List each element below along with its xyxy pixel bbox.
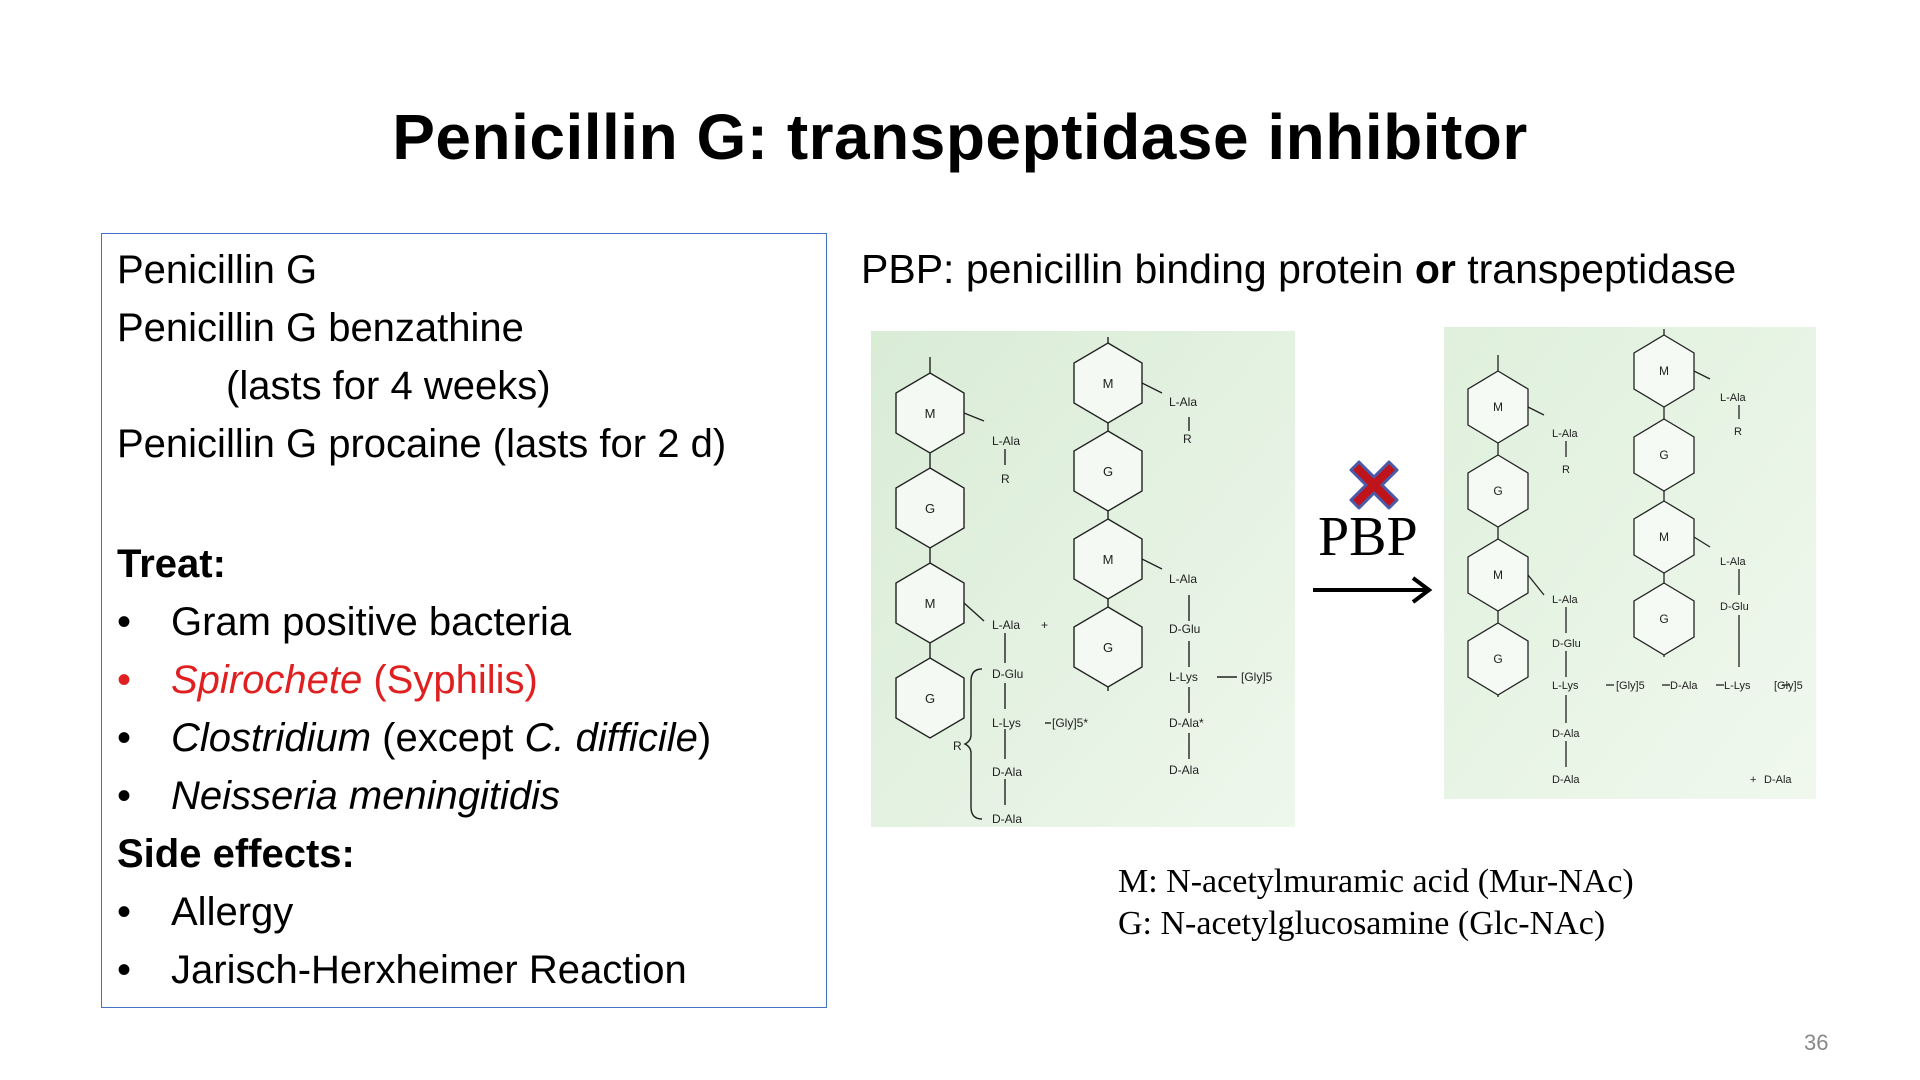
side-effect-1: Allergy: [171, 890, 294, 934]
d-ala-label: D-Ala: [1169, 763, 1200, 777]
peptidoglycan-after-panel: [1444, 327, 1816, 799]
side-effect-2: Jarisch-Herxheimer Reaction: [171, 948, 687, 992]
l-ala-label: L-Ala: [1552, 428, 1578, 440]
pbp-caption-or: or: [1414, 246, 1456, 292]
l-ala-label: L-Ala: [1169, 572, 1198, 586]
bullet-3: •: [117, 716, 132, 760]
l-ala-label: L-Ala: [992, 618, 1021, 632]
drug-line-3: (lasts for 4 weeks): [226, 364, 551, 408]
g-label: G: [1102, 640, 1114, 655]
d-ala-label: D-Ala: [1552, 728, 1580, 740]
treat-item-3-end: ): [697, 716, 712, 760]
m-label: M: [1102, 376, 1114, 391]
d-glu-label: D-Glu: [1720, 601, 1749, 613]
plus-label: +: [1750, 774, 1757, 786]
d-ala-label: D-Ala: [992, 765, 1023, 779]
page-number: 36: [1804, 1030, 1829, 1055]
l-lys-label: L-Lys: [1169, 670, 1198, 684]
l-ala-label: L-Ala: [1720, 392, 1746, 404]
d-glu-label: D-Glu: [1169, 622, 1201, 636]
treat-item-2: [171, 656, 538, 704]
drug-line-1: Penicillin G: [117, 248, 318, 292]
d-glu-label: D-Glu: [1552, 638, 1581, 650]
gly5-star-label: [Gly]5*: [1052, 716, 1089, 730]
pbp-caption-post: transpeptidase: [1455, 246, 1737, 292]
peptidoglycan-before-panel: [871, 331, 1295, 827]
gly5-label: [Gly]5: [1774, 680, 1803, 692]
treat-item-3: [171, 714, 711, 762]
g-label: G: [1659, 448, 1669, 462]
m-label: M: [1659, 530, 1669, 544]
r-label: R: [953, 739, 962, 753]
gly5-label: [Gly]5: [1616, 680, 1645, 692]
r-label: R: [1562, 464, 1570, 476]
legend-m: M: N-acetylmuramic acid (Mur-NAc): [1118, 863, 1634, 900]
slide-title: Penicillin G: transpeptidase inhibitor: [392, 101, 1528, 173]
bullet-4: •: [117, 774, 132, 818]
l-ala-label: L-Ala: [1552, 594, 1578, 606]
g-label: G: [1659, 612, 1669, 626]
treat-item-2-rest: (Syphilis): [362, 658, 538, 702]
m-label: M: [1102, 552, 1114, 567]
side-effects-heading: Side effects:: [117, 832, 355, 876]
g-label: G: [1493, 484, 1503, 498]
l-ala-label: L-Ala: [992, 434, 1021, 448]
bullet-6: •: [117, 948, 132, 992]
treat-item-4-italic: Neisseria meningitidis: [171, 774, 561, 818]
treat-item-1: Gram positive bacteria: [171, 600, 572, 644]
g-label: G: [1102, 464, 1114, 479]
pbp-arrow-label: PBP: [1318, 506, 1418, 568]
gly5-label: [Gly]5: [1241, 670, 1273, 684]
m-label: M: [1659, 364, 1669, 378]
pbp-caption-pre: PBP: penicillin binding protein: [861, 246, 1415, 292]
d-ala-label: D-Ala: [1552, 774, 1580, 786]
plus-label: +: [1041, 618, 1049, 632]
l-ala-label: L-Ala: [1169, 395, 1198, 409]
treat-item-4: [171, 772, 560, 820]
drug-line-2: Penicillin G benzathine: [117, 306, 524, 350]
treat-item-3-italic2: C. difficile: [524, 716, 698, 760]
d-ala-label: D-Ala: [1670, 680, 1698, 692]
g-label: G: [924, 691, 936, 706]
r-label: R: [1183, 432, 1192, 446]
r-label: R: [1001, 472, 1010, 486]
pbp-caption: [861, 246, 1736, 293]
m-label: M: [1493, 568, 1503, 582]
m-label: M: [924, 406, 936, 421]
treat-item-3-mid: (except: [371, 716, 525, 760]
treat-item-3-italic: Clostridium: [171, 716, 372, 760]
drug-line-4: Penicillin G procaine (lasts for 2 d): [117, 422, 727, 466]
d-ala-star-label: D-Ala*: [1169, 716, 1204, 730]
legend-g: G: N-acetylglucosamine (Glc-NAc): [1118, 905, 1606, 942]
m-label: M: [924, 596, 936, 611]
l-lys-label: L-Lys: [1724, 680, 1751, 692]
m-label: M: [1493, 400, 1503, 414]
d-glu-label: D-Glu: [992, 667, 1024, 681]
l-lys-label: L-Lys: [992, 716, 1021, 730]
bullet-1: •: [117, 600, 132, 644]
bullet-2: •: [117, 658, 132, 702]
r-label: R: [1734, 426, 1742, 438]
g-label: G: [924, 501, 936, 516]
l-ala-label: L-Ala: [1720, 556, 1746, 568]
g-label: G: [1493, 652, 1503, 666]
treat-item-2-italic: Spirochete: [171, 658, 363, 702]
d-ala-label: D-Ala: [992, 812, 1023, 826]
bullet-5: •: [117, 890, 132, 934]
d-ala-label: D-Ala: [1764, 774, 1792, 786]
treat-heading: Treat:: [117, 542, 226, 586]
l-lys-label: L-Lys: [1552, 680, 1579, 692]
reaction-arrow-icon: [1309, 572, 1439, 608]
